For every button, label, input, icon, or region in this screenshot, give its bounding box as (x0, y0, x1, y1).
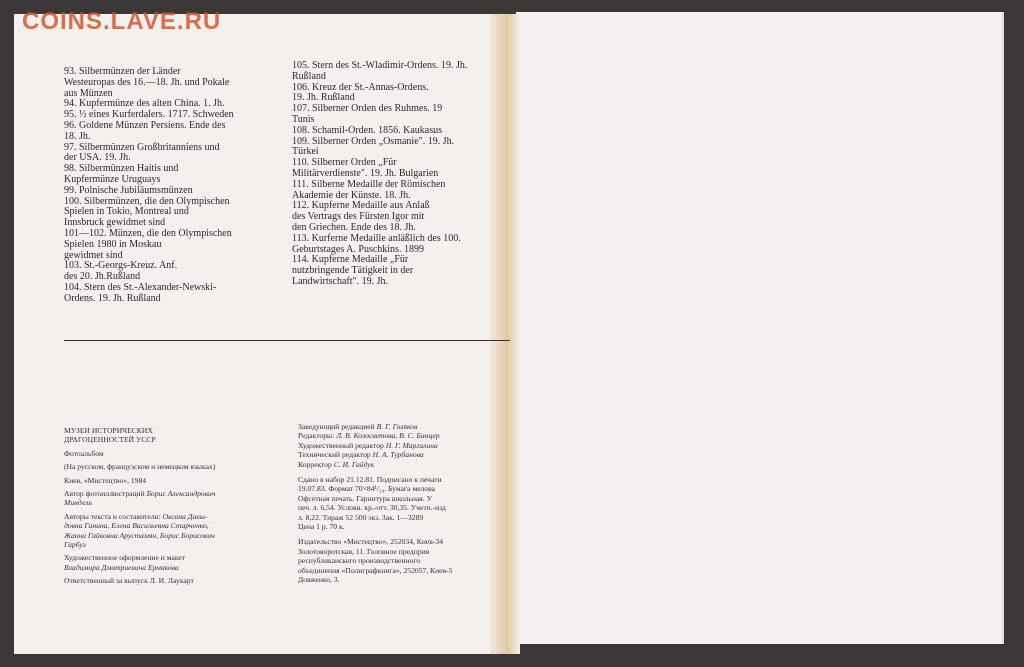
imprint-right (298, 422, 514, 585)
list-item: 97. Silbermünzen Großbritanniens und der USA. 19. Jh. (64, 141, 220, 164)
list-item: 107. Silberner Orden des Ruhmes. 19 Tunis (292, 103, 443, 125)
book-title: МУЗЕИ ИСТОРИЧЕСКИХ ДРАГОЦЕННОСТЕЙ УССР (64, 426, 156, 445)
credit-line: Заведующий редакцией В. Г. Голяков (298, 422, 418, 431)
list-item: 94. Kupfermünze des alten China. 1. Jh. (64, 98, 225, 110)
photo-credit: Автор фотоиллюстраций Борис Александрович Миндель (64, 489, 216, 508)
book-languages: (На русском, французском и немецком языках) (64, 462, 216, 472)
plate-list-left (64, 67, 282, 305)
design-credit: Художественное оформление и макет Владимира Дмитриевича Ермакова (64, 553, 186, 572)
plate-list-right (292, 61, 510, 288)
list-item: 105. Stern des St.-Wladimir-Ordens. 19. Jh. Rußland (292, 60, 468, 82)
list-item: 104. Stern des St.-Alexander-Newski- Ordens. 19. Jh. Rußland (64, 281, 217, 304)
list-item: 113. Kurferne Medaille anläßlich des 100. Geburtstages A. Puschkins. 1899 (292, 232, 461, 255)
publisher-address: Издательство «Мистецтво», 252034, Киев-34 Золотоворотская, 11. Головное предприя республиканского производственного объединения «Полиграфкнига», 252057, Киев-5 Довженко, 3. (298, 537, 453, 585)
credit-line: Технический редактор Н. А. Турбанова (298, 450, 424, 460)
list-item: 114. Kupferne Medaille „Für nutzbringende Tätigkeit in der Landwirtschaft". 19. Jh. (292, 254, 414, 287)
authors-credit: Авторы текста и составители: Оксана Давы- довна Ганина, Елена Васильевна Старченко, Жанна Гайковна Арустамян, Борис Борисович Гарбуз (64, 511, 215, 550)
list-item: 110. Silberner Orden „Für Militärverdienste". 19. Jh. Bulgarien (292, 157, 439, 179)
publisher-year: Киев, «Мистецтво», 1984 (64, 475, 147, 485)
list-item: 106. Kreuz der St.-Annas-Ordens. 19. Jh. Rußland (292, 81, 429, 104)
credit-line: Редакторы: Л. В. Колосветова, В. С. Банцер (298, 431, 440, 441)
list-item: 112. Kupferne Medaille aus Anlaß des Vertrags des Fürsten Igor mit den Griechen. Ende des 18. Jh. (292, 200, 430, 233)
list-item: 111. Silberne Medaille der Römischen Akademie der Künste. 18. Jh. (292, 178, 446, 201)
list-item: 98. Silbermünzen Haitis und Kupfermünze Uruguays (64, 163, 179, 185)
book-genre: Фотоальбом (64, 448, 104, 458)
editorial-credits (298, 422, 514, 469)
watermark: COINS.LAVE.RU (22, 8, 222, 35)
responsible-credit: Ответственный за выпуск Л. И. Лаукарт (64, 576, 194, 586)
print-details: Сдано в набор 21.12.81. Подписано к печати 19.07.83. Формат 70×84¹/₂₄. Бумага мелова Офсетная печать. Гарнитура школьная. У печ. л. 6,54. Условн. кр.-отт. 30,35. Учетн.-изд л. 8,22. Тираж 52 500 экз. Зак. 1—3289 Цена 1 р. 70 к. (298, 475, 446, 532)
list-item: 103. St.-Georgs-Kreuz. Anf. des 20. Jh.Rußland (64, 260, 178, 283)
list-item: 101—102. Münzen, die den Olympischen Spielen 1980 in Moskau gewidmet sind (64, 227, 232, 261)
divider-rule (64, 340, 510, 341)
list-item: 99. Polnische Jubiläumsmünzen (64, 184, 193, 196)
list-item: 109. Silberner Orden „Osmanie". 19. Jh. Türkei (292, 135, 455, 158)
list-item: 95. ½ eines Kurferdalers. 1717. Schweden (64, 109, 234, 121)
credit-line: Художественный редактор Н. Г. Маргалина (298, 440, 438, 450)
right-page (516, 12, 1004, 644)
list-item: 108. Schamil-Orden. 1856. Kaukasus (292, 124, 442, 136)
list-item: 96. Goldene Münzen Persiens. Ende des 18. Jh. (64, 119, 226, 142)
imprint-left (64, 426, 290, 590)
list-item: 100. Silbermünzen, die den Olympischen Spielen in Tokio, Montreal und Innsbruck gewidmet sind (64, 195, 230, 229)
credit-line: Корректор С. И. Гайдук (298, 459, 375, 469)
list-item: 93. Silbermünzen der Länder Westeuropas des 16.—18. Jh. und Pokale aus Münzen (64, 66, 230, 99)
